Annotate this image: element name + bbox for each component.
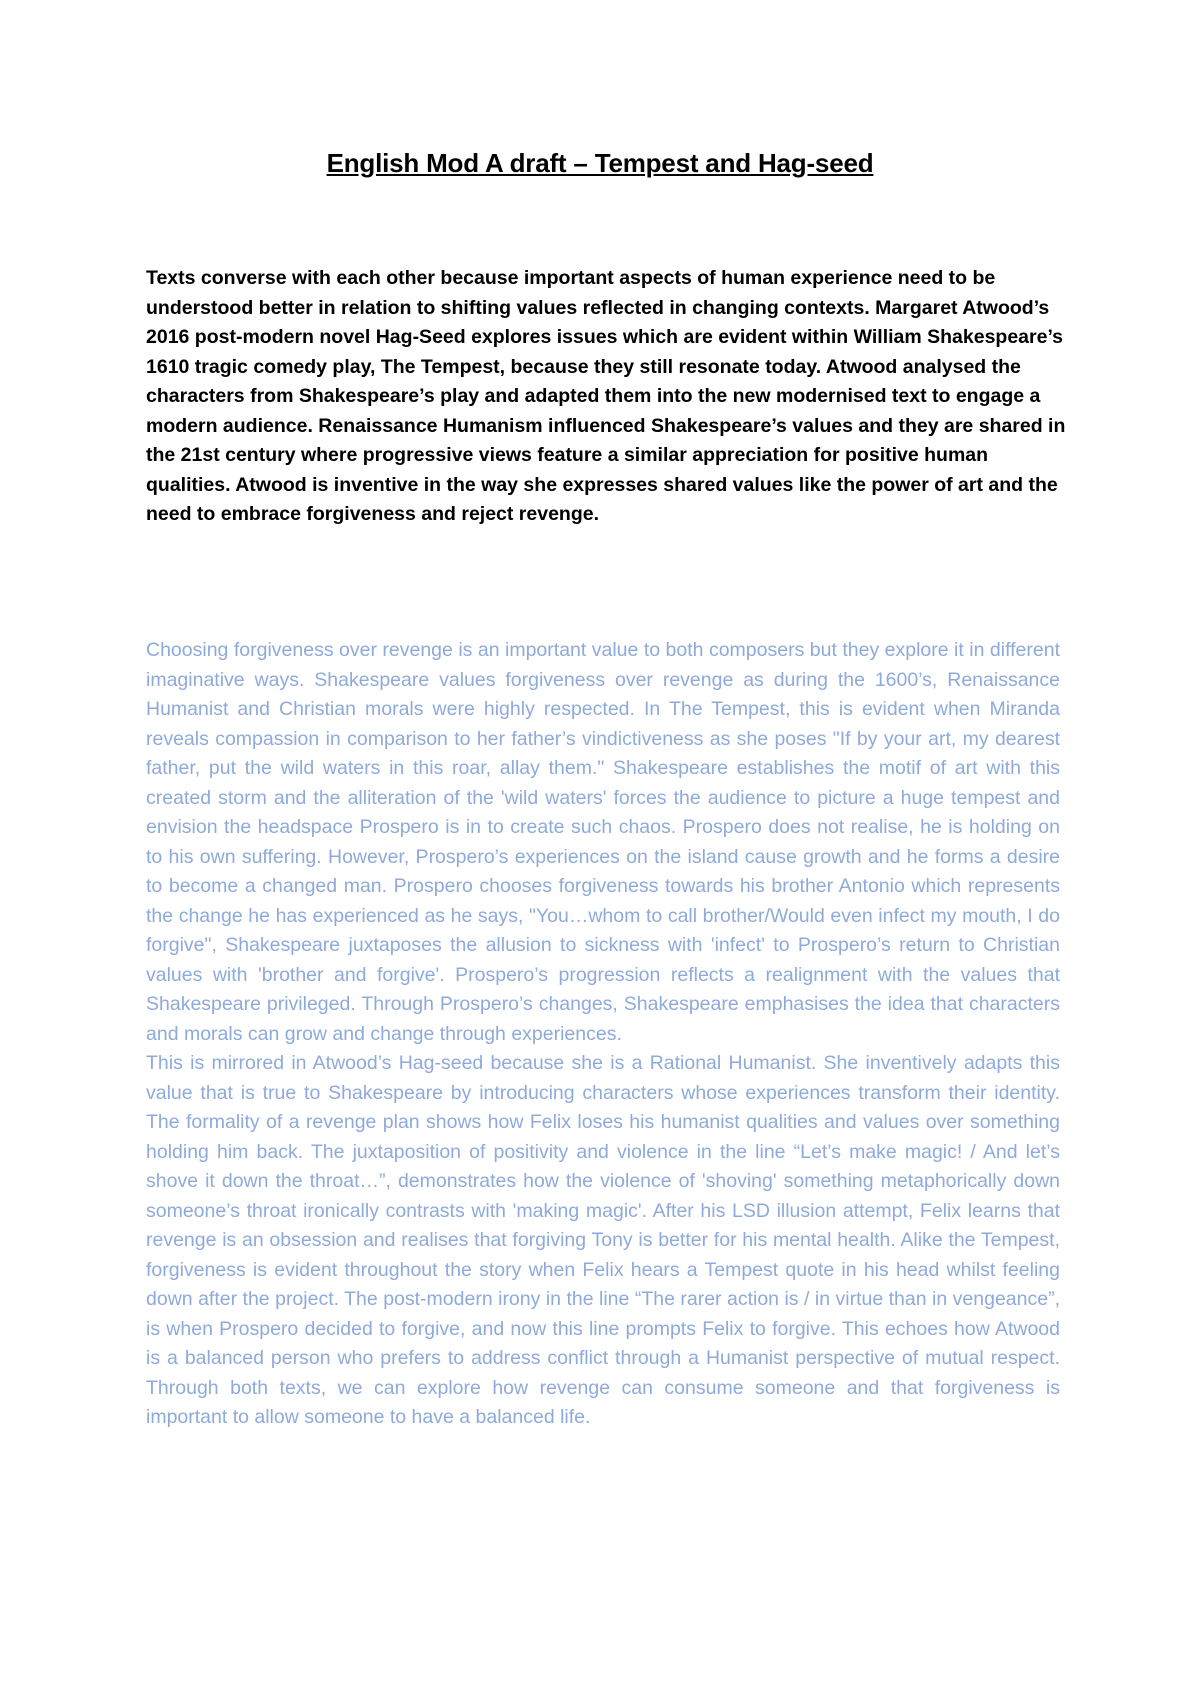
body-paragraph-1: Choosing forgiveness over revenge is an important value to both composers but they explore it in different imaginative ways. Shakespeare values forgiveness over revenge as during the 1600’s, Renaissance Humanist and Christian morals were highly respected. In The Tempest, this is evident when Miranda reveals compassion in comparison to her father’s vindictiveness as she poses "If by your art, my dearest father, put the wild waters in this roar, allay them." Shakespeare establishes the motif of art with this created storm and the alliteration of the 'wild waters' forces the audience to picture a huge tempest and envision the headspace Prospero is in to create such chaos. Prospero does not realise, he is holding on to his own suffering. However, Prospero’s experiences on the island cause growth and he forms a desire to become a changed man. Prospero chooses forgiveness towards his brother Antonio which represents the change he has experienced as he says, "You…whom to call brother/Would even infect my mouth, I do forgive", Shakespeare juxtaposes the allusion to sickness with 'infect' to Prospero’s return to Christian values with 'brother and forgive'. Prospero’s progression reflects a realignment with the values that Shakespeare privileged. Through Prospero’s changes, Shakespeare emphasises the idea that characters and morals can grow and change through experiences. — [146, 639, 1060, 1045]
introduction-paragraph: Texts converse with each other because important aspects of human experience need to be understood better in relation to shifting values reflected in changing contexts. Margaret Atwood’s 2016 post-modern novel Hag-Seed explores issues which are evident within William Shakespeare’s 1610 tragic comedy play, The Tempest, because they still resonate today. Atwood analysed the characters from Shakespeare’s play and adapted them into the new modernised text to engage a modern audience. Renaissance Humanism influenced Shakespeare’s values and they are shared in the 21st century where progressive views feature a similar appreciation for positive human qualities. Atwood is inventive in the way she expresses shared values like the power of art and the need to embrace forgiveness and reject revenge. — [146, 267, 1066, 525]
body-paragraph-2: This is mirrored in Atwood’s Hag-seed because she is a Rational Humanist. She inventively adapts this value that is true to Shakespeare by introducing characters whose experiences transform their identity. The formality of a revenge plan shows how Felix loses his humanist qualities and values over something holding him back. The juxtaposition of positivity and violence in the line “Let’s make magic! / And let’s shove it down the throat…”, demonstrates how the violence of 'shoving' something metaphorically down someone’s throat ironically contrasts with 'making magic'. After his LSD illusion attempt, Felix learns that revenge is an obsession and realises that forgiving Tony is better for his mental health. Alike the Tempest, forgiveness is evident throughout the story when Felix hears a Tempest quote in his head whilst feeling down after the project. The post-modern irony in the line “The rarer action is / in virtue than in vengeance”, is when Prospero decided to forgive, and now this line prompts Felix to forgive. This echoes how Atwood is a balanced person who prefers to address conflict through a Humanist perspective of mutual respect. Through both texts, we can explore how revenge can consume someone and that forgiveness is important to allow someone to have a balanced life. — [146, 1052, 1060, 1428]
document-title: English Mod A draft – Tempest and Hag-seed — [326, 148, 874, 178]
body-section — [146, 636, 1060, 1433]
